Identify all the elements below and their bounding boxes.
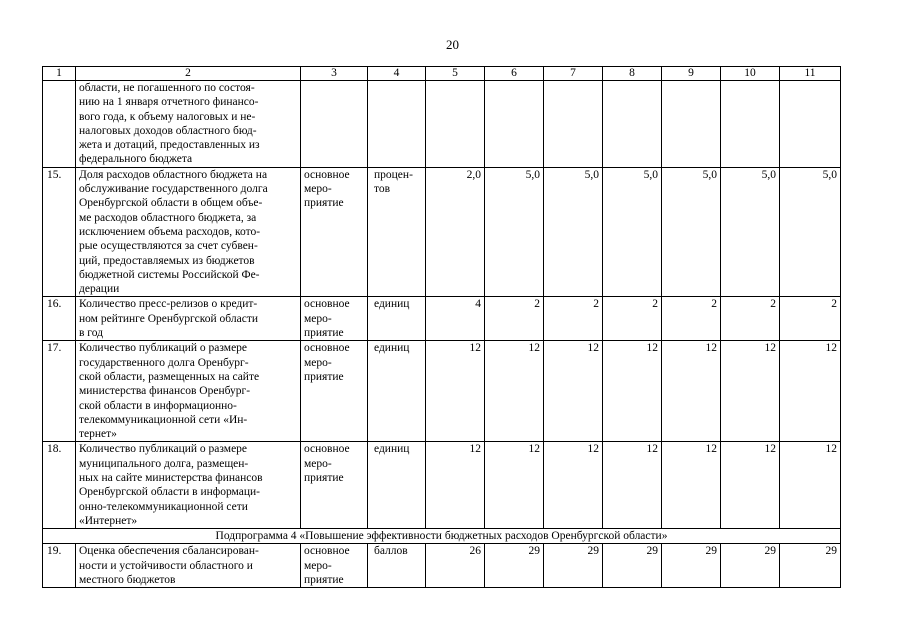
subprogram-row [43,529,841,544]
indicator-value: 5,0 [603,167,662,297]
indicator-value: 12 [603,442,662,529]
indicator-value: 2 [662,297,721,341]
indicator-type [301,81,368,168]
column-number-row [43,67,841,81]
indicator-value: 2,0 [426,167,485,297]
indicator-value: 5,0 [780,167,841,297]
indicator-value: 12 [544,442,603,529]
row-number [43,81,76,168]
row-number: 18. [43,442,76,529]
indicator-unit: единиц [368,341,426,442]
indicator-value [662,81,721,168]
row-number: 16. [43,297,76,341]
indicator-name: Оценка обеспечения сбалансирован- ности и устойчивости областного и местного бюджетов [76,544,301,588]
indicator-value: 12 [544,341,603,442]
indicator-type: основное меро- приятие [301,341,368,442]
indicator-value [721,81,780,168]
indicator-value: 12 [721,341,780,442]
indicator-value: 12 [603,341,662,442]
indicator-type: основное меро- приятие [301,167,368,297]
indicator-name: Доля расходов областного бюджета на обслуживание государственного долга Оренбургской области в общем объе- ме расходов областного бюджета, за исключением объема расходов, кото- рые осуществляются за счет субвен- ций, предоставляемых из бюджетов бюджетной системы Российской Фе- дерации [76,167,301,297]
indicator-value: 29 [485,544,544,588]
column-number: 6 [485,67,544,81]
indicator-unit [368,81,426,168]
row-number: 17. [43,341,76,442]
indicator-type: основное меро- приятие [301,442,368,529]
indicator-value: 12 [721,442,780,529]
indicator-value: 29 [662,544,721,588]
indicator-value: 29 [721,544,780,588]
indicator-type: основное меро- приятие [301,297,368,341]
table-row [43,167,841,297]
indicator-value: 12 [426,442,485,529]
column-number: 3 [301,67,368,81]
column-number: 5 [426,67,485,81]
column-number: 8 [603,67,662,81]
indicator-unit: процен- тов [368,167,426,297]
indicator-type: основное меро- приятие [301,544,368,588]
subprogram-title: Подпрограмма 4 «Повышение эффективности бюджетных расходов Оренбургской области» [43,529,841,544]
indicator-value: 12 [780,341,841,442]
table-row [43,544,841,588]
indicator-name: Количество пресс-релизов о кредит- ном рейтинге Оренбургской области в год [76,297,301,341]
indicator-value: 29 [603,544,662,588]
column-number: 2 [76,67,301,81]
table-row [43,341,841,442]
row-number: 15. [43,167,76,297]
indicator-unit: единиц [368,442,426,529]
indicator-value: 2 [485,297,544,341]
table-row [43,81,841,168]
indicator-value: 12 [426,341,485,442]
indicator-value: 29 [780,544,841,588]
indicator-value: 12 [485,341,544,442]
column-number: 11 [780,67,841,81]
indicator-name: Количество публикаций о размере муниципального долга, размещен- ных на сайте министерства финансов Оренбургской области в информаци- онно-телекоммуникационной сети «Интернет» [76,442,301,529]
column-number: 7 [544,67,603,81]
indicator-value: 4 [426,297,485,341]
column-number: 10 [721,67,780,81]
indicator-value [544,81,603,168]
indicator-unit: единиц [368,297,426,341]
indicator-value: 5,0 [485,167,544,297]
column-number: 1 [43,67,76,81]
column-number: 4 [368,67,426,81]
table-row [43,297,841,341]
indicator-value: 12 [662,442,721,529]
indicator-value: 5,0 [662,167,721,297]
indicators-table [42,66,841,588]
indicator-value [603,81,662,168]
page-number: 20 [446,37,459,52]
indicator-value: 5,0 [544,167,603,297]
indicator-name: Количество публикаций о размере государственного долга Оренбург- ской области, размещенных на сайте министерства финансов Оренбург- ской области в информационно- телекоммуникационной сети «Ин- тернет» [76,341,301,442]
indicator-value: 12 [662,341,721,442]
indicator-value: 26 [426,544,485,588]
indicator-value: 2 [544,297,603,341]
indicator-value: 2 [780,297,841,341]
indicator-value: 12 [485,442,544,529]
row-number: 19. [43,544,76,588]
indicator-value [485,81,544,168]
indicator-value: 5,0 [721,167,780,297]
indicator-value: 29 [544,544,603,588]
table-row [43,442,841,529]
indicator-value [780,81,841,168]
indicator-name: области, не погашенного по состоя- нию на 1 января отчетного финансо- вого года, к объему налоговых и не- налоговых доходов областного бюд- жета и дотаций, предоставленных из федерального бюджета [76,81,301,168]
column-number: 9 [662,67,721,81]
indicator-value: 2 [603,297,662,341]
indicator-value [426,81,485,168]
indicator-value: 12 [780,442,841,529]
indicator-unit: баллов [368,544,426,588]
indicator-value: 2 [721,297,780,341]
